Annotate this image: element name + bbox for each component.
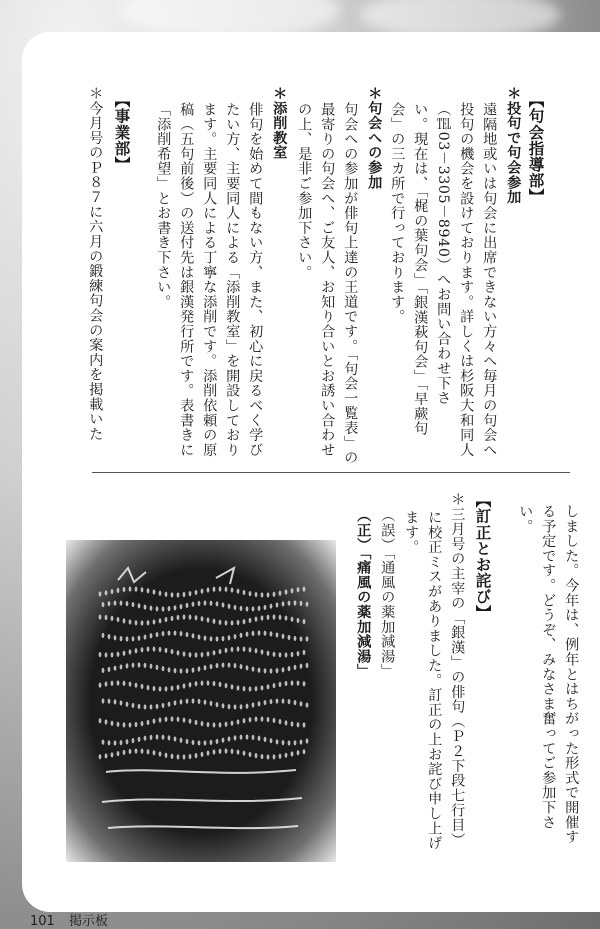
text-line: い。現在は、「梶の葉句会」「銀漢萩句会」「早蕨句	[412, 102, 429, 436]
footer-section-title: 掲示板	[68, 914, 108, 929]
text-line: （℡03－3305－8940）へお問い合わせ下さ	[435, 102, 452, 406]
correction-right	[356, 508, 370, 679]
section-heading-jigyo: 【事業部】	[112, 92, 131, 173]
text-line: の上、是非ご参加下さい。	[296, 102, 313, 280]
artwork-image	[66, 540, 336, 862]
artwork-texture	[66, 540, 336, 862]
text-line: 句会への参加が俳句上達の王道です。「句会一覧表」の	[342, 102, 359, 465]
heading-toku-kukai: ＊投句で句会参加	[505, 86, 522, 205]
text-line: に校正ミスがありました。訂正の上お詫び申し上げ	[426, 510, 443, 851]
wrong-label: （誤）	[379, 508, 396, 553]
text-line: 投句の機会を設けております。詳しくは杉阪大和同人	[458, 102, 475, 458]
text-line: 会」の三カ所で行っております。	[389, 102, 406, 324]
right-text: 「痛風の薬加減湯」	[355, 552, 372, 679]
text-line: ます。	[403, 510, 420, 555]
text-line: ＊三月号の主宰の「銀漢」の俳句（Ｐ２下段七行目）	[449, 492, 466, 848]
section-heading-kukai-shido: 【句会指導部】	[526, 92, 545, 205]
page-number: 101	[30, 914, 55, 929]
page-footer	[30, 910, 108, 929]
wrong-text: 「通風の薬加減湯」	[379, 552, 396, 679]
text-line: たい方、主要同人による「添削教室」を開設しており	[224, 102, 241, 458]
heading-tensaku: ＊添削教室	[271, 86, 288, 160]
text-line: 「添削希望」とお書き下さい。	[155, 102, 172, 310]
section-divider	[92, 472, 570, 473]
text-line: る予定です。どうぞ、みなさま奮ってご参加下さ	[540, 504, 557, 830]
text-line: 遠隔地或いは句会に出席できない方々へ毎月の句会へ	[481, 102, 498, 458]
right-label: （正）	[355, 508, 372, 553]
text-line: ＊今月号のＰ８７に六月の鍛練句会の案内を掲載いた	[87, 86, 104, 442]
section-heading-teisei: 【訂正とお詫び】	[473, 492, 492, 621]
text-line: しました。今年は、例年とはちがった形式で開催す	[563, 504, 580, 845]
correction-wrong	[380, 508, 394, 679]
text-line: 稿（五句前後）の送付先は銀漢発行所です。表書きに	[178, 102, 195, 458]
text-line: 俳句を始めて間もない方、また、初心に戻るべく学び	[247, 102, 264, 458]
text-line: ます。主要同人による丁寧な添削です。添削依頼の原	[201, 102, 218, 458]
text-line: い。	[517, 504, 534, 534]
text-line: 最寄りの句会へ、ご友人、お知り合いとお誘い合わせ	[319, 102, 336, 458]
heading-kukai-sanka: ＊句会への参加	[366, 86, 383, 190]
